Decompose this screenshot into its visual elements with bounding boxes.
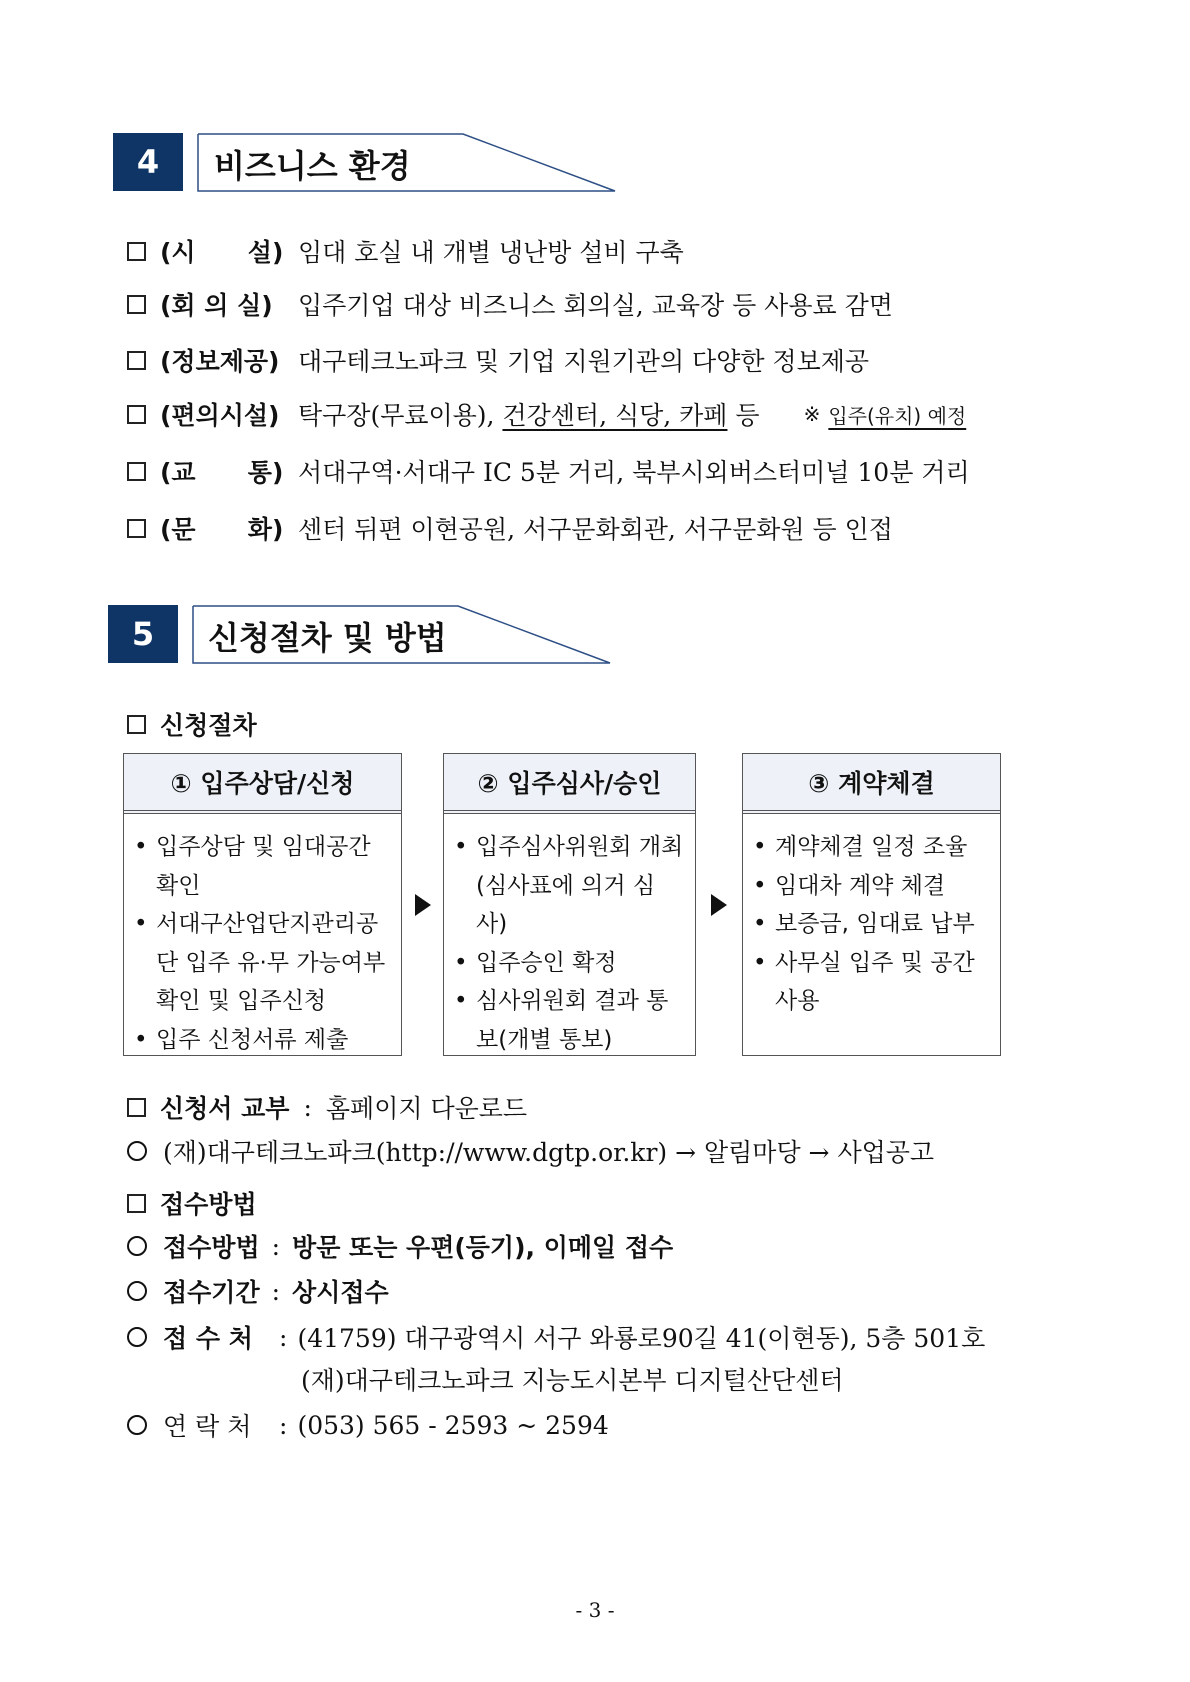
item-label: (회 의 실) (160, 291, 273, 320)
step-box (443, 753, 696, 1056)
place-line2: (재)대구테크노파크 지능도시본부 디지털산단센터 (301, 1366, 844, 1395)
submission-place-row: 접 수 처 : (41759) 대구광역시 서구 와룡로90길 41(이현동), 5층 501호 (127, 1319, 985, 1355)
form-label: 신청서 교부 (160, 1094, 290, 1123)
section-number: 5 (108, 605, 178, 663)
section-title: 비즈니스 환경 (214, 147, 411, 185)
step-bullet: • 사무실 입주 및 공간 사용 (753, 944, 990, 1021)
step-title: ③ 계약체결 (743, 754, 1000, 814)
submission-contact-row: 연 락 처 : (053) 565 - 2593 ~ 2594 (127, 1407, 609, 1443)
form-row (127, 1089, 527, 1125)
item-text: 센터 뒤편 이현공원, 서구문화회관, 서구문화원 등 인접 (298, 515, 893, 544)
heading-text: 접수방법 (160, 1190, 257, 1219)
submission-period-row: 접수기간 : 상시접수 (127, 1273, 389, 1309)
step-bullet: • 입주상담 및 임대공간 확인 (134, 828, 391, 905)
item-text: 입주기업 대상 비즈니스 회의실, 교육장 등 사용료 감면 (298, 291, 893, 320)
item-text: 대구테크노파크 및 기업 지원기관의 다양한 정보제공 (298, 347, 870, 376)
item-label: (정보제공) (160, 347, 280, 376)
item-label: (교 통) (160, 458, 284, 487)
item-text: 탁구장(무료이용), (298, 401, 495, 430)
procedure-heading (127, 706, 257, 742)
step-bullet: • 계약체결 일정 조율 (753, 828, 990, 867)
item-label: (시 설) (160, 238, 284, 267)
item-text: 서대구역·서대구 IC 5분 거리, 북부시외버스터미널 10분 거리 (298, 458, 970, 487)
checkbox-icon (127, 715, 146, 734)
step-box (742, 753, 1001, 1056)
circle-bullet-icon (127, 1236, 147, 1256)
note-mark: ※ (803, 402, 821, 426)
item-text: 임대 호실 내 개별 냉난방 설비 구축 (298, 238, 684, 267)
step-box (123, 753, 402, 1056)
place-line1: (41759) 대구광역시 서구 와룡로90길 41(이현동), 5층 501호 (297, 1324, 986, 1353)
arrow-right-icon (711, 894, 727, 916)
contact-label: 연 락 처 (163, 1412, 252, 1441)
circle-bullet-icon (127, 1327, 147, 1347)
form-path: (재)대구테크노파크(http://www.dgtp.or.kr) → 알림마당 → 사업공고 (163, 1138, 935, 1167)
submission-heading (127, 1185, 257, 1221)
step-bullet: • 심사위원회 결과 통보(개별 통보) (454, 982, 685, 1059)
step-bullet: • 입주 신청서류 제출 (134, 1021, 391, 1060)
item-label: (문 화) (160, 515, 284, 544)
circle-bullet-icon (127, 1281, 147, 1301)
heading-text: 신청절차 (160, 711, 257, 740)
step-bullet: • 입주심사위원회 개최 (심사표에 의거 심사) (454, 828, 685, 944)
list-item (127, 453, 970, 489)
period-label: 접수기간 (163, 1278, 260, 1307)
checkbox-icon (127, 351, 146, 370)
checkbox-icon (127, 519, 146, 538)
item-label: (편의시설) (160, 401, 280, 430)
page-number: - 3 - (575, 1598, 615, 1622)
item-text: 등 (735, 401, 760, 430)
place-label: 접 수 처 (163, 1324, 253, 1353)
method-text: 방문 또는 우편(등기), 이메일 접수 (292, 1233, 674, 1262)
list-item (127, 510, 893, 546)
checkbox-icon (127, 1098, 146, 1117)
list-item (127, 233, 684, 269)
list-item (127, 396, 966, 432)
form-path-row (127, 1133, 934, 1169)
contact-text: (053) 565 - 2593 ~ 2594 (297, 1410, 609, 1440)
period-text: 상시접수 (292, 1278, 389, 1307)
checkbox-icon (127, 405, 146, 424)
section-number: 4 (113, 133, 183, 191)
step-bullet: • 입주승인 확정 (454, 944, 685, 983)
submission-method-row: 접수방법 : 방문 또는 우편(등기), 이메일 접수 (127, 1228, 673, 1264)
step-bullet: • 보증금, 임대료 납부 (753, 905, 990, 944)
method-label: 접수방법 (163, 1233, 260, 1262)
circle-bullet-icon (127, 1415, 147, 1435)
checkbox-icon (127, 295, 146, 314)
step-bullet: • 임대차 계약 체결 (753, 867, 990, 906)
circle-bullet-icon (127, 1141, 147, 1161)
list-item (127, 342, 869, 378)
item-text-underlined: 건강센터, 식당, 카페 (502, 401, 728, 430)
arrow-right-icon (415, 894, 431, 916)
section-title: 신청절차 및 방법 (208, 619, 447, 657)
note-text: 입주(유치) 예정 (828, 403, 967, 428)
step-title: ① 입주상담/신청 (124, 754, 401, 814)
checkbox-icon (127, 1194, 146, 1213)
form-text: 홈페이지 다운로드 (325, 1094, 528, 1123)
step-bullet: • 서대구산업단지관리공단 입주 유·무 가능여부 확인 및 입주신청 (134, 905, 391, 1021)
checkbox-icon (127, 242, 146, 261)
list-item (127, 286, 893, 322)
form-sep: : (303, 1092, 312, 1122)
checkbox-icon (127, 462, 146, 481)
step-title: ② 입주심사/승인 (444, 754, 695, 814)
